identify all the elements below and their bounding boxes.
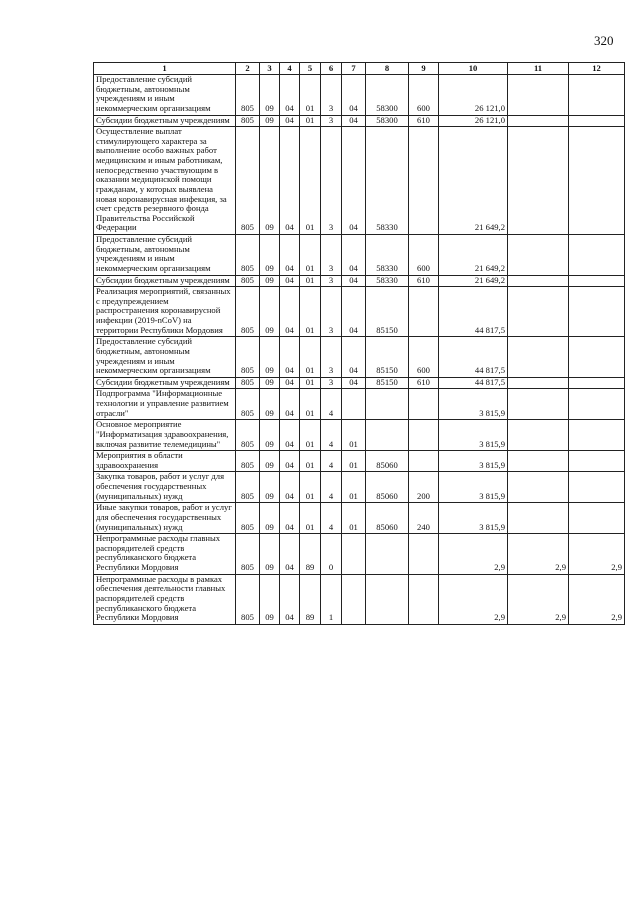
code-cell: 600 [409, 337, 439, 378]
code-cell: 09 [260, 127, 280, 235]
code-cell: 805 [236, 420, 260, 451]
amount-cell [569, 127, 625, 235]
table-row [94, 574, 625, 624]
code-cell: 01 [300, 472, 321, 503]
code-cell: 805 [236, 451, 260, 472]
code-cell: 3 [321, 275, 342, 287]
amount-cell: 2,9 [439, 534, 508, 575]
code-cell: 09 [260, 115, 280, 127]
code-cell: 85060 [366, 451, 409, 472]
code-cell: 58330 [366, 235, 409, 276]
amount-cell [569, 337, 625, 378]
code-cell: 85150 [366, 287, 409, 337]
amount-cell: 2,9 [569, 574, 625, 624]
column-header: 5 [300, 63, 321, 75]
amount-cell: 26 121,0 [439, 75, 508, 116]
code-cell: 04 [280, 275, 300, 287]
code-cell: 01 [300, 235, 321, 276]
page-number: 320 [594, 33, 614, 48]
column-header: 8 [366, 63, 409, 75]
code-cell: 09 [260, 389, 280, 420]
table-row [94, 127, 625, 235]
amount-cell [508, 420, 569, 451]
code-cell: 09 [260, 377, 280, 389]
code-cell: 01 [300, 377, 321, 389]
amount-cell: 3 815,9 [439, 503, 508, 534]
code-cell: 805 [236, 235, 260, 276]
code-cell: 3 [321, 287, 342, 337]
code-cell: 04 [280, 574, 300, 624]
code-cell: 01 [300, 275, 321, 287]
expense-name: Непрограммные расходы в рамках обеспечения деятельности главных распорядителей средств республиканского бюджета Республики Мордовия [94, 574, 236, 624]
header-row [94, 63, 625, 75]
code-cell [409, 287, 439, 337]
code-cell: 805 [236, 377, 260, 389]
code-cell: 600 [409, 75, 439, 116]
code-cell [409, 451, 439, 472]
code-cell: 01 [300, 75, 321, 116]
code-cell: 09 [260, 75, 280, 116]
column-header: 11 [508, 63, 569, 75]
expense-name: Предоставление субсидий бюджетным, автономным учреждениям и иным некоммерческим организациям [94, 337, 236, 378]
code-cell [366, 420, 409, 451]
code-cell: 3 [321, 115, 342, 127]
expense-name: Мероприятия в области здравоохранения [94, 451, 236, 472]
code-cell [366, 389, 409, 420]
code-cell: 01 [300, 420, 321, 451]
code-cell: 58300 [366, 75, 409, 116]
amount-cell: 3 815,9 [439, 472, 508, 503]
table-row [94, 389, 625, 420]
amount-cell: 44 817,5 [439, 377, 508, 389]
table-row [94, 337, 625, 378]
code-cell: 04 [280, 337, 300, 378]
code-cell: 01 [342, 472, 366, 503]
code-cell: 3 [321, 377, 342, 389]
code-cell: 04 [280, 420, 300, 451]
code-cell: 85060 [366, 472, 409, 503]
amount-cell: 3 815,9 [439, 389, 508, 420]
code-cell: 805 [236, 534, 260, 575]
expense-name: Субсидии бюджетным учреждениям [94, 377, 236, 389]
code-cell [366, 534, 409, 575]
column-header: 10 [439, 63, 508, 75]
table-row [94, 503, 625, 534]
code-cell: 3 [321, 235, 342, 276]
amount-cell [508, 235, 569, 276]
expense-name: Реализация мероприятий, связанных с предупреждением распространения коронавирусной инфекции (2019-nCoV) на территории Республики Мордовия [94, 287, 236, 337]
amount-cell: 44 817,5 [439, 287, 508, 337]
code-cell: 3 [321, 127, 342, 235]
code-cell: 58300 [366, 115, 409, 127]
code-cell [366, 574, 409, 624]
code-cell: 04 [342, 127, 366, 235]
code-cell [342, 389, 366, 420]
amount-cell [569, 451, 625, 472]
expense-name: Закупка товаров, работ и услуг для обеспечения государственных (муниципальных) нужд [94, 472, 236, 503]
code-cell: 04 [342, 75, 366, 116]
code-cell: 805 [236, 337, 260, 378]
expense-name: Предоставление субсидий бюджетным, автономным учреждениям и иным некоммерческим организациям [94, 235, 236, 276]
amount-cell [569, 115, 625, 127]
amount-cell: 26 121,0 [439, 115, 508, 127]
code-cell: 1 [321, 574, 342, 624]
code-cell: 09 [260, 574, 280, 624]
amount-cell [508, 127, 569, 235]
code-cell: 85060 [366, 503, 409, 534]
code-cell: 04 [280, 472, 300, 503]
column-header: 9 [409, 63, 439, 75]
budget-table [93, 62, 625, 625]
amount-cell: 2,9 [439, 574, 508, 624]
table-row [94, 275, 625, 287]
code-cell: 4 [321, 451, 342, 472]
code-cell: 01 [342, 503, 366, 534]
amount-cell [508, 503, 569, 534]
code-cell: 01 [300, 337, 321, 378]
amount-cell: 3 815,9 [439, 420, 508, 451]
code-cell: 01 [300, 115, 321, 127]
amount-cell: 21 649,2 [439, 275, 508, 287]
amount-cell [508, 389, 569, 420]
code-cell: 805 [236, 127, 260, 235]
code-cell: 4 [321, 389, 342, 420]
table-row [94, 235, 625, 276]
code-cell: 805 [236, 75, 260, 116]
amount-cell [569, 389, 625, 420]
expense-name: Непрограммные расходы главных распорядителей средств республиканского бюджета Республики Мордовия [94, 534, 236, 575]
amount-cell [508, 275, 569, 287]
code-cell: 09 [260, 235, 280, 276]
code-cell: 85150 [366, 337, 409, 378]
column-header: 1 [94, 63, 236, 75]
amount-cell [569, 503, 625, 534]
table-row [94, 115, 625, 127]
code-cell: 09 [260, 420, 280, 451]
amount-cell [569, 287, 625, 337]
table-row [94, 472, 625, 503]
code-cell [409, 127, 439, 235]
code-cell: 805 [236, 275, 260, 287]
code-cell: 805 [236, 389, 260, 420]
code-cell: 09 [260, 503, 280, 534]
amount-cell [508, 287, 569, 337]
amount-cell: 2,9 [508, 574, 569, 624]
code-cell: 04 [342, 337, 366, 378]
column-header: 6 [321, 63, 342, 75]
amount-cell [508, 337, 569, 378]
code-cell [409, 574, 439, 624]
table-row [94, 534, 625, 575]
code-cell: 01 [300, 287, 321, 337]
table-row [94, 287, 625, 337]
expense-name: Основное мероприятие "Информатизация здравоохранения, включая развитие телемедицины" [94, 420, 236, 451]
amount-cell [569, 275, 625, 287]
amount-cell: 2,9 [508, 534, 569, 575]
amount-cell [508, 75, 569, 116]
code-cell: 04 [280, 127, 300, 235]
expense-name: Предоставление субсидий бюджетным, автономным учреждениям и иным некоммерческим организациям [94, 75, 236, 116]
code-cell: 805 [236, 115, 260, 127]
expense-name: Субсидии бюджетным учреждениям [94, 275, 236, 287]
code-cell: 3 [321, 337, 342, 378]
code-cell: 610 [409, 377, 439, 389]
code-cell: 04 [280, 287, 300, 337]
code-cell: 89 [300, 534, 321, 575]
code-cell [409, 534, 439, 575]
code-cell: 240 [409, 503, 439, 534]
amount-cell: 44 817,5 [439, 337, 508, 378]
table-row [94, 75, 625, 116]
expense-name: Иные закупки товаров, работ и услуг для обеспечения государственных (муниципальных) нужд [94, 503, 236, 534]
code-cell: 805 [236, 287, 260, 337]
amount-cell [569, 377, 625, 389]
amount-cell: 21 649,2 [439, 127, 508, 235]
code-cell: 805 [236, 574, 260, 624]
amount-cell [508, 472, 569, 503]
column-header: 3 [260, 63, 280, 75]
code-cell: 09 [260, 275, 280, 287]
code-cell: 04 [280, 235, 300, 276]
code-cell: 805 [236, 503, 260, 534]
code-cell: 805 [236, 472, 260, 503]
amount-cell [508, 451, 569, 472]
code-cell: 0 [321, 534, 342, 575]
code-cell: 09 [260, 534, 280, 575]
expense-name: Субсидии бюджетным учреждениям [94, 115, 236, 127]
amount-cell: 3 815,9 [439, 451, 508, 472]
code-cell: 09 [260, 451, 280, 472]
amount-cell [569, 235, 625, 276]
code-cell: 04 [280, 451, 300, 472]
column-header: 4 [280, 63, 300, 75]
code-cell: 01 [342, 420, 366, 451]
code-cell [409, 420, 439, 451]
code-cell: 58330 [366, 275, 409, 287]
column-header: 7 [342, 63, 366, 75]
code-cell: 4 [321, 472, 342, 503]
amount-cell [508, 115, 569, 127]
code-cell: 04 [280, 377, 300, 389]
code-cell: 09 [260, 337, 280, 378]
code-cell: 01 [300, 451, 321, 472]
code-cell [409, 389, 439, 420]
code-cell: 89 [300, 574, 321, 624]
code-cell: 04 [342, 287, 366, 337]
code-cell [342, 534, 366, 575]
code-cell: 04 [342, 115, 366, 127]
code-cell [342, 574, 366, 624]
amount-cell: 2,9 [569, 534, 625, 575]
code-cell: 01 [300, 389, 321, 420]
code-cell: 01 [300, 503, 321, 534]
code-cell: 85150 [366, 377, 409, 389]
code-cell: 610 [409, 115, 439, 127]
code-cell: 200 [409, 472, 439, 503]
column-header: 12 [569, 63, 625, 75]
code-cell: 600 [409, 235, 439, 276]
code-cell: 01 [342, 451, 366, 472]
code-cell: 09 [260, 472, 280, 503]
code-cell: 04 [342, 377, 366, 389]
code-cell: 04 [280, 115, 300, 127]
column-header: 2 [236, 63, 260, 75]
table-row [94, 377, 625, 389]
code-cell: 3 [321, 75, 342, 116]
amount-cell [569, 472, 625, 503]
code-cell: 01 [300, 127, 321, 235]
table-row [94, 451, 625, 472]
table-row [94, 420, 625, 451]
code-cell: 09 [260, 287, 280, 337]
code-cell: 04 [342, 275, 366, 287]
code-cell: 4 [321, 420, 342, 451]
code-cell: 610 [409, 275, 439, 287]
code-cell: 04 [280, 75, 300, 116]
code-cell: 04 [342, 235, 366, 276]
code-cell: 04 [280, 534, 300, 575]
amount-cell: 21 649,2 [439, 235, 508, 276]
amount-cell [508, 377, 569, 389]
expense-name: Осуществление выплат стимулирующего характера за выполнение особо важных работ медицинским и иным работникам, непосредственно участвующим в оказании медицинской помощи гражданам, у которых выявлена новая коронавирусная инфекция, за счет средств резервного фонда Правительства Российской Федерации [94, 127, 236, 235]
amount-cell [569, 420, 625, 451]
code-cell: 04 [280, 503, 300, 534]
amount-cell [569, 75, 625, 116]
code-cell: 58330 [366, 127, 409, 235]
code-cell: 4 [321, 503, 342, 534]
code-cell: 04 [280, 389, 300, 420]
expense-name: Подпрограмма "Информационные технологии и управление развитием отрасли" [94, 389, 236, 420]
